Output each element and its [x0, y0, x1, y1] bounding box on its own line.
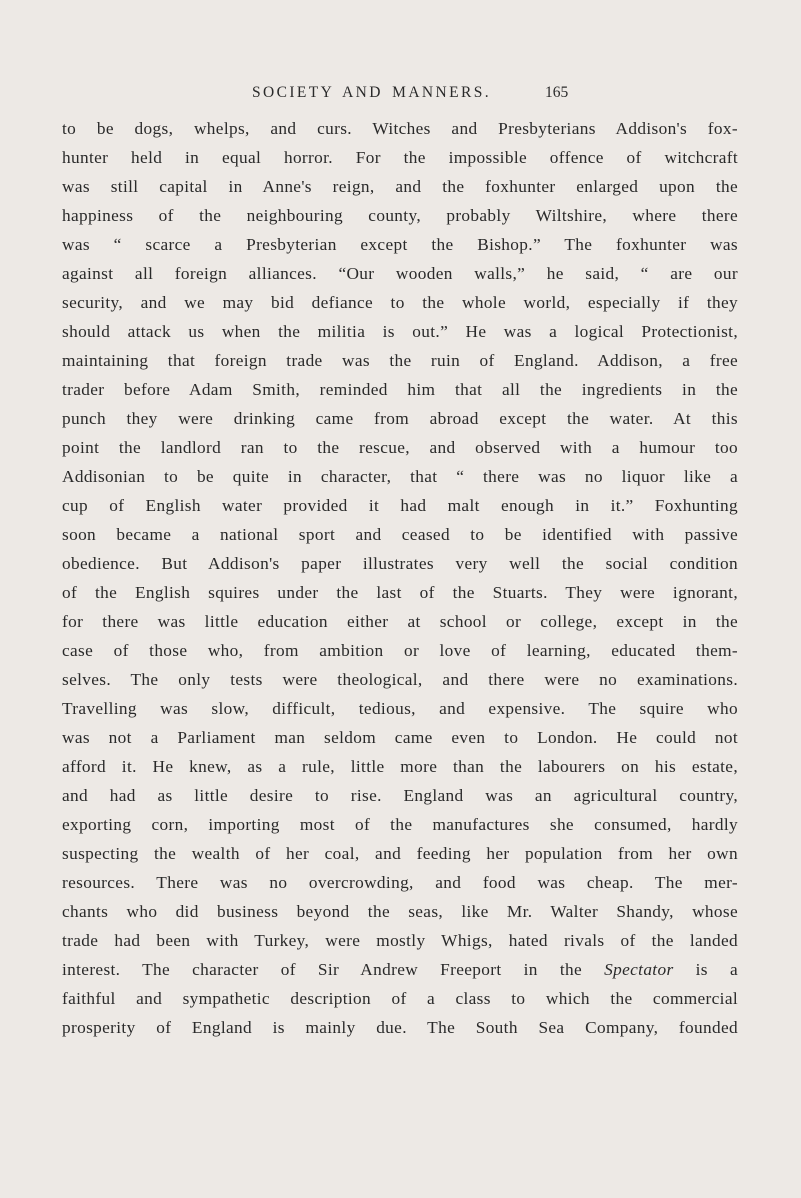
text-line: trader before Adam Smith, reminded him that all the ingredients in the: [62, 380, 738, 399]
text-line: maintaining that foreign trade was the ruin of England. Addison, a free: [62, 351, 738, 370]
text-line: faithful and sympathetic description of a class to which the commercial: [62, 989, 738, 1008]
text-line: prosperity of England is mainly due. The South Sea Company, founded: [62, 1018, 738, 1037]
text-line-end: is a: [673, 960, 738, 979]
text-line: chants who did business beyond the seas, like Mr. Walter Shandy, whose: [62, 902, 738, 921]
text-line: of the English squires under the last of the Stuarts. They were ignorant,: [62, 583, 738, 602]
text-line: suspecting the wealth of her coal, and feeding her population from her own: [62, 844, 738, 863]
text-line: for there was little education either at school or college, except in the: [62, 612, 738, 631]
running-header: [0, 84, 801, 108]
page-number: 165: [545, 84, 569, 101]
text-line: was still capital in Anne's reign, and the foxhunter enlarged upon the: [62, 177, 738, 196]
text-line: was not a Parliament man seldom came even to London. He could not: [62, 728, 738, 747]
text-line: cup of English water provided it had malt enough in it.” Foxhunting: [62, 496, 738, 515]
text-line: [62, 956, 738, 984]
text-line: security, and we may bid defiance to the whole world, especially if they: [62, 293, 738, 312]
text-line: resources. There was no overcrowding, and food was cheap. The mer-: [62, 873, 738, 892]
text-line: case of those who, from ambition or love of learning, educated them-: [62, 641, 738, 660]
text-line: soon became a national sport and ceased to be identified with passive: [62, 525, 738, 544]
text-line: exporting corn, importing most of the manufactures she consumed, hardly: [62, 815, 738, 834]
text-line: should attack us when the militia is out.” He was a logical Protectionist,: [62, 322, 738, 341]
text-line: hunter held in equal horror. For the impossible offence of witchcraft: [62, 148, 738, 167]
text-line: to be dogs, whelps, and curs. Witches and Presbyterians Addison's fox-: [62, 119, 738, 138]
text-line: Addisonian to be quite in character, that “ there was no liquor like a: [62, 467, 738, 486]
text-line: punch they were drinking came from abroad except the water. At this: [62, 409, 738, 428]
text-line: against all foreign alliances. “Our wooden walls,” he said, “ are our: [62, 264, 738, 283]
text-line: happiness of the neighbouring county, probably Wiltshire, where there: [62, 206, 738, 225]
text-line: and had as little desire to rise. England was an agricultural country,: [62, 786, 738, 805]
text-line: obedience. But Addison's paper illustrates very well the social condition: [62, 554, 738, 573]
text-line: was “ scarce a Presbyterian except the Bishop.” The foxhunter was: [62, 235, 738, 254]
text-line: Travelling was slow, difficult, tedious, and expensive. The squire who: [62, 699, 738, 718]
text-line: afford it. He knew, as a rule, little more than the labourers on his estate,: [62, 757, 738, 776]
text-line: point the landlord ran to the rescue, and observed with a humour too: [62, 438, 738, 457]
text-line: trade had been with Turkey, were mostly Whigs, hated rivals of the landed: [62, 931, 738, 950]
text-line: selves. The only tests were theological, and there were no examinations.: [62, 670, 738, 689]
text-line-start: interest. The character of Sir Andrew Freeport in the: [62, 960, 605, 979]
periodical-title: Spectator: [604, 960, 674, 979]
page-header-title: SOCIETY AND MANNERS.: [252, 84, 492, 101]
